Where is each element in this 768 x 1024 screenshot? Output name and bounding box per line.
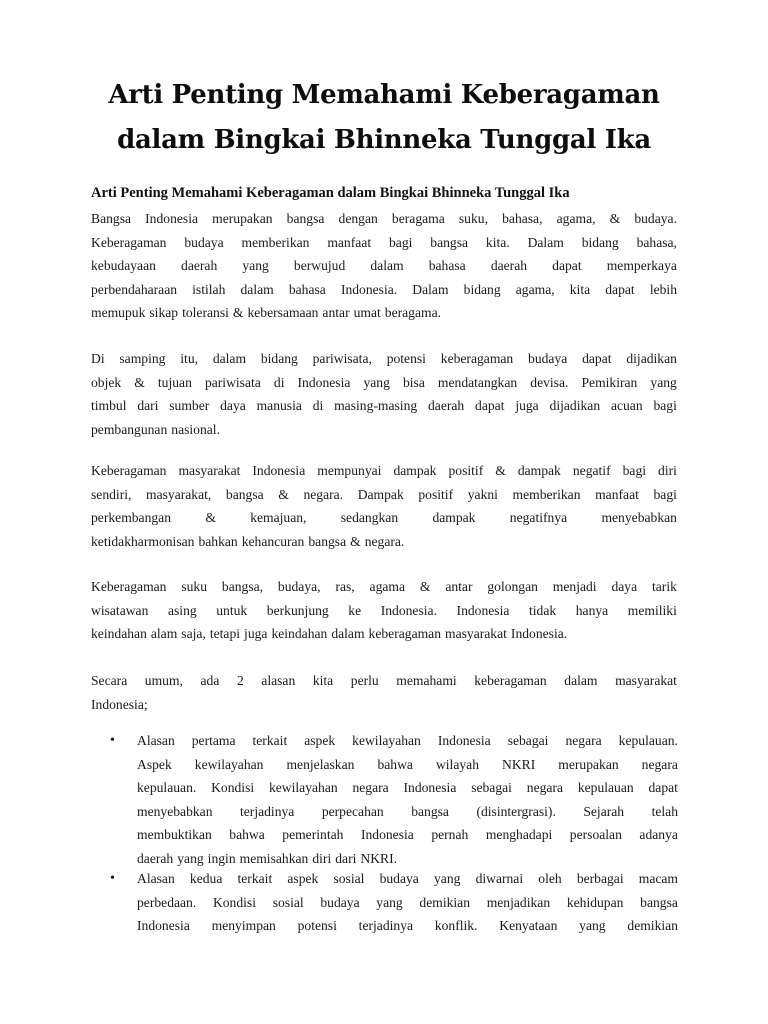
text-line: perkembangan & kemajuan, sedangkan dampak negatifnya menyebabkan (91, 510, 677, 525)
bullet-icon: • (110, 733, 115, 748)
document-title-line-1: Arti Penting Memahami Keberagaman (108, 80, 660, 110)
paragraph-3 (91, 459, 677, 553)
text-line: Bangsa Indonesia merupakan bangsa dengan beragama suku, bahasa, agama, & budaya. (91, 211, 677, 226)
paragraph-4 (91, 575, 677, 646)
text-line: memupuk sikap toleransi & kebersamaan antar umat beragama. (91, 305, 442, 320)
text-line: wisatawan asing untuk berkunjung ke Indonesia. Indonesia tidak hanya memiliki (91, 602, 677, 618)
text-line: Keberagaman masyarakat Indonesia mempunyai dampak positif & dampak negatif bagi diri (91, 463, 677, 478)
text-line: Keberagaman budaya memberikan manfaat bagi bangsa kita. Dalam bidang bahasa, (91, 234, 677, 250)
text-line: Alasan pertama terkait aspek kewilayahan Indonesia sebagai negara kepulauan. (137, 733, 678, 748)
text-line: perbedaan. Kondisi sosial budaya yang demikian menjadikan kehidupan bangsa (137, 894, 678, 910)
paragraph-2 (91, 347, 677, 441)
paragraph-1 (91, 207, 677, 325)
text-line: membuktikan bahwa pemerintah Indonesia pernah menghadapi persoalan adanya (137, 827, 678, 842)
text-line: perbendaharaan istilah dalam bahasa Indonesia. Dalam bidang agama, kita dapat lebih (91, 281, 677, 297)
text-line: objek & tujuan pariwisata di Indonesia yang bisa mendatangkan devisa. Pemikiran yang (91, 374, 677, 390)
bullet-icon: • (110, 871, 115, 886)
text-line: Aspek kewilayahan menjelaskan bahwa wilayah NKRI merupakan negara (137, 756, 678, 772)
text-line: Indonesia menyimpan potensi terjadinya konflik. Kenyataan yang demikian (137, 918, 678, 933)
text-line: Di samping itu, dalam bidang pariwisata, potensi keberagaman budaya dapat dijadikan (91, 351, 677, 366)
text-line: Secara umum, ada 2 alasan kita perlu memahami keberagaman dalam masyarakat (91, 673, 677, 688)
text-line: keindahan alam saja, tetapi juga keindahan dalam keberagaman masyarakat Indonesia. (91, 626, 568, 641)
bullet-text-1 (137, 729, 678, 870)
text-line: Indonesia; (91, 696, 148, 712)
text-line: kepulauan. Kondisi kewilayahan negara Indonesia sebagai negara kepulauan dapat (137, 780, 678, 795)
text-line: sendiri, masyarakat, bangsa & negara. Dampak positif yakni memberikan manfaat bagi (91, 486, 677, 502)
section-heading: Arti Penting Memahami Keberagaman dalam Bingkai Bhinneka Tunggal Ika (91, 185, 570, 201)
bullet-text-2 (137, 867, 678, 938)
text-line: Alasan kedua terkait aspek sosial budaya yang diwarnai oleh berbagai macam (137, 871, 678, 886)
paragraph-5 (91, 669, 677, 716)
text-line: pembangunan nasional. (91, 421, 220, 437)
text-line: Keberagaman suku bangsa, budaya, ras, agama & antar golongan menjadi daya tarik (91, 579, 677, 594)
document-title-line-2: dalam Bingkai Bhinneka Tunggal Ika (117, 125, 651, 155)
text-line: kebudayaan daerah yang berwujud dalam bahasa daerah dapat memperkaya (91, 258, 677, 273)
text-line: ketidakharmonisan bahkan kehancuran bangsa & negara. (91, 533, 405, 549)
text-line: daerah yang ingin memisahkan diri dari NKRI. (137, 850, 398, 866)
text-line: timbul dari sumber daya manusia di masing-masing daerah dapat juga dijadikan acuan bagi (91, 398, 677, 413)
text-line: menyebabkan terjadinya perpecahan bangsa (disintergrasi). Sejarah telah (137, 803, 678, 819)
